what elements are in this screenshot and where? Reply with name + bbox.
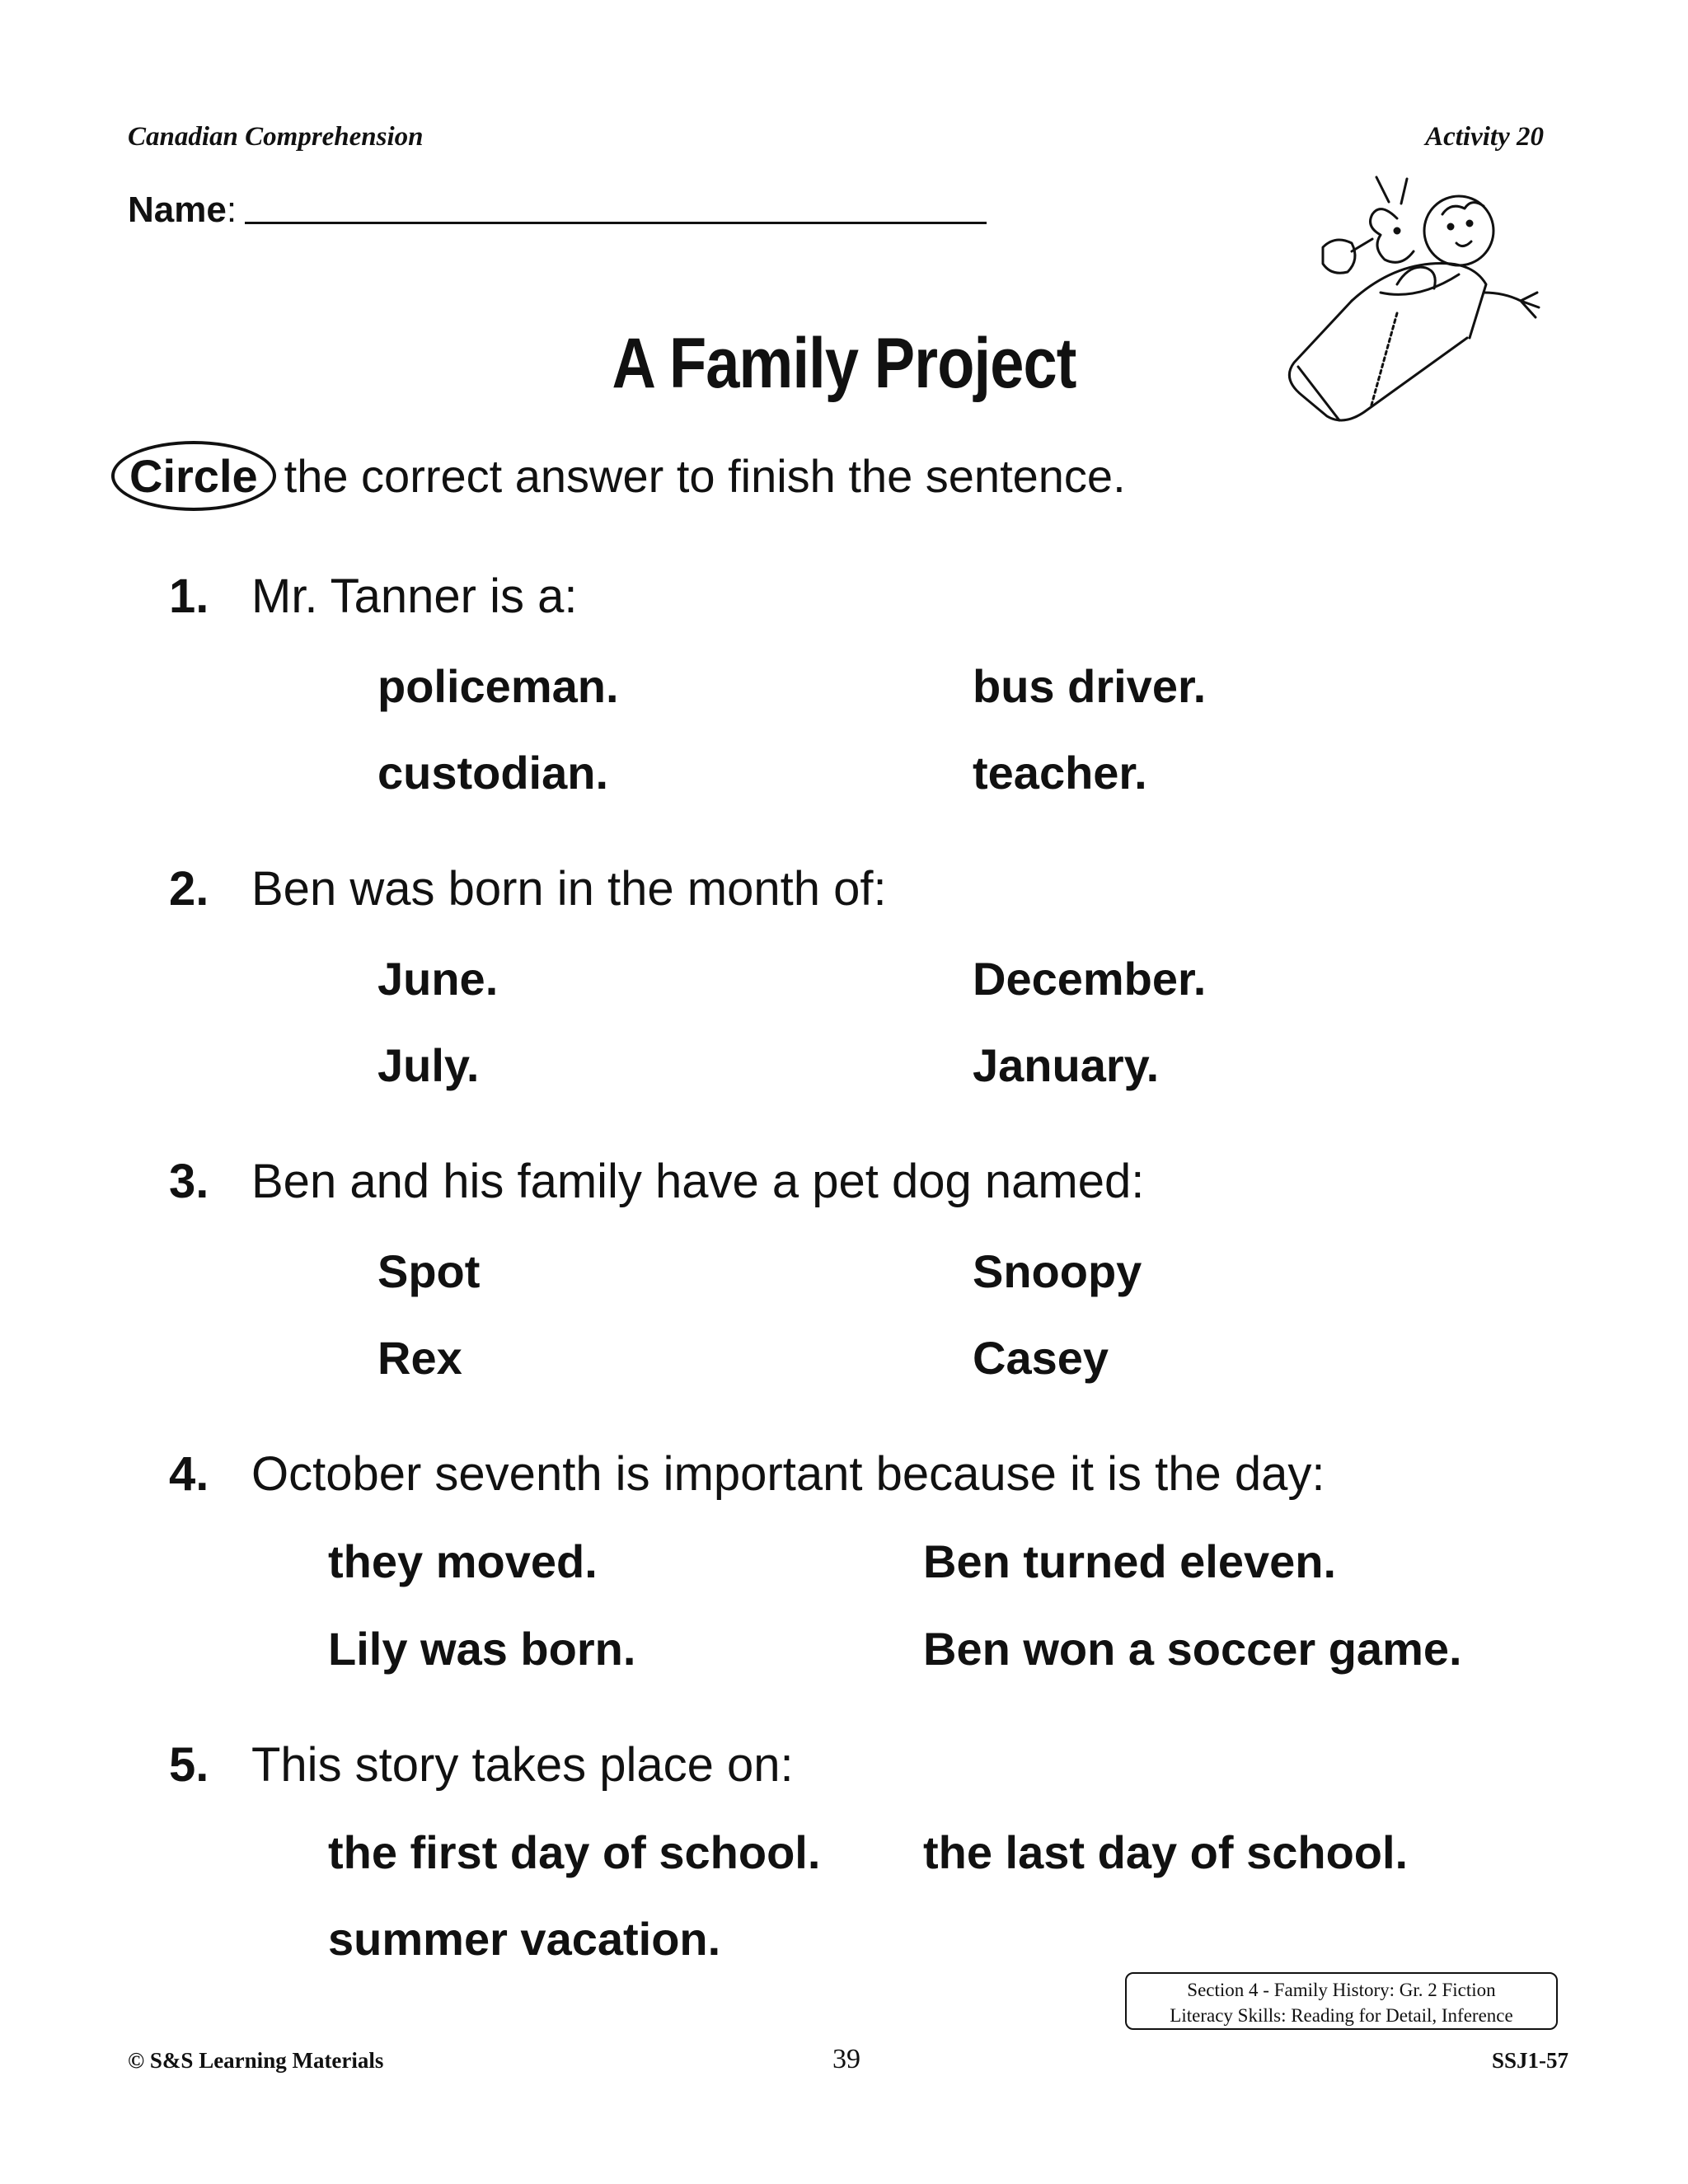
answer-option[interactable]: December. [973,953,1207,1005]
page-title: A Family Project [612,324,1076,403]
curriculum-info-box [1125,1972,1558,2030]
answer-option[interactable]: they moved. [328,1535,598,1587]
name-label: Name [128,190,227,230]
page-number: 39 [832,2044,860,2074]
answer-option[interactable]: July. [377,1039,480,1091]
question-text: October seventh is important because it is the day: [251,1447,1325,1501]
question-4 [169,1446,1325,1502]
product-code: SSJ1-57 [1491,2048,1568,2073]
answer-option[interactable]: Casey [973,1332,1109,1384]
question-number: 3. [169,1155,209,1208]
answer-option[interactable]: Ben won a soccer game. [923,1623,1462,1675]
answer-option[interactable]: the first day of school. [328,1826,821,1878]
answer-option[interactable]: policeman. [377,660,619,712]
question-2 [169,861,887,916]
answer-option[interactable]: June. [377,953,499,1005]
name-colon: : [226,190,237,230]
question-text: Ben and his family have a pet dog named: [251,1155,1145,1208]
answer-option[interactable]: Lily was born. [328,1623,636,1675]
circle-keyword: Circle [111,441,276,511]
question-text: Mr. Tanner is a: [251,569,578,623]
question-number: 5. [169,1738,209,1792]
answer-option[interactable]: Ben turned eleven. [923,1535,1337,1587]
answer-option[interactable]: summer vacation. [328,1913,721,1965]
instruction-text: the correct answer to finish the sentence. [284,450,1126,502]
question-5 [169,1737,794,1793]
curriculum-section: Section 4 - Family History: Gr. 2 Fiction [1187,1980,1496,2000]
question-number: 1. [169,569,209,623]
header-activity-number: Activity 20 [1425,122,1544,152]
question-text: This story takes place on: [251,1738,794,1792]
question-3 [169,1154,1144,1209]
copyright-notice: © S&S Learning Materials [128,2048,384,2073]
answer-option[interactable]: Spot [377,1245,481,1297]
curriculum-skills: Literacy Skills: Reading for Detail, Inference [1170,2005,1513,2026]
question-1 [169,569,577,624]
answer-option[interactable]: Rex [377,1332,462,1384]
answer-option[interactable]: the last day of school. [923,1826,1409,1878]
instruction [111,441,1126,511]
header-series-title: Canadian Comprehension [128,122,424,152]
answer-option[interactable]: January. [973,1039,1160,1091]
name-field [128,190,987,231]
question-number: 2. [169,862,209,916]
answer-option[interactable]: teacher. [973,747,1147,799]
answer-option[interactable]: bus driver. [973,660,1207,712]
answer-option[interactable]: Snoopy [973,1245,1142,1297]
name-write-line[interactable] [245,222,987,224]
question-text: Ben was born in the month of: [251,862,887,916]
answer-option[interactable]: custodian. [377,747,609,799]
question-number: 4. [169,1447,209,1501]
